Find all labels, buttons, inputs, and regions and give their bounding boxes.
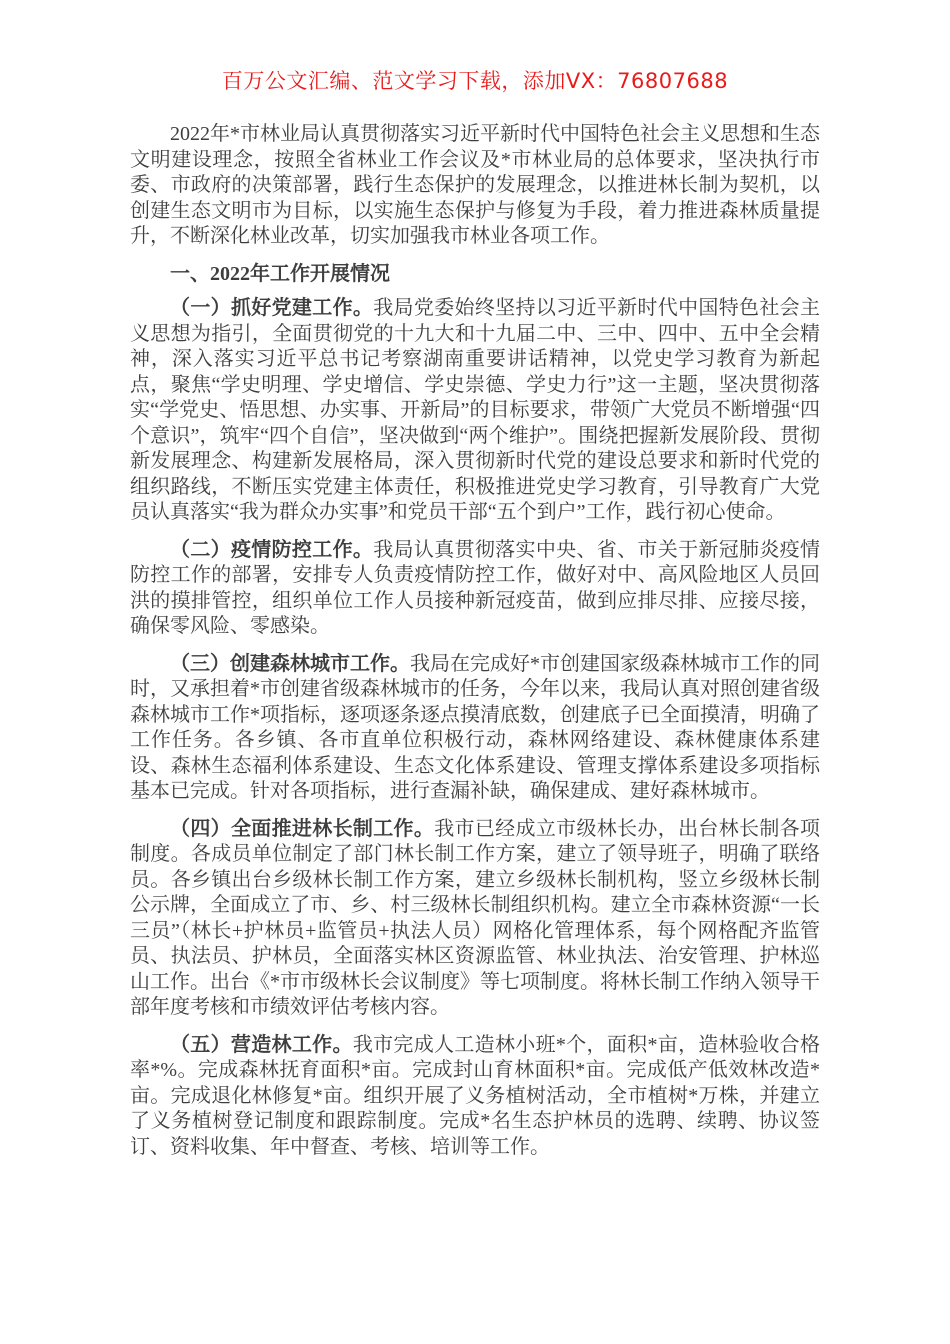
paragraph-body: 我局认真贯彻落实中央、省、市关于新冠肺炎疫情防控工作的部署，安排专人负责疫情防控工作，做好对中、高风险地区人员回洪的摸排管控，组织单位工作人员接种新冠疫苗，做到应排尽排、应接尽接，确保零风险、零感染。 xyxy=(130,538,821,637)
numbered-paragraph xyxy=(130,538,820,640)
paragraph-body: 我局党委始终坚持以习近平新时代中国特色社会主义思想为指引，全面贯彻党的十九大和十九届二中、三中、四中、五中全会精神，深入落实习近平总书记考察湖南重要讲话精神，以党史学习教育为新起点，聚焦“学史明理、学史增信、学史崇德、学史力行”这一主题，坚决贯彻落实“学党史、悟思想、办实事、开新局”的目标要求，带领广大党员不断增强“四个意识”，筑牢“四个自信”，坚决做到“两个维护”。围绕把握新发展阶段、贯彻新发展理念、构建新发展格局，深入贯彻新时代党的建设总要求和新时代党的组织路线，不断压实党建主体责任，积极推进党史学习教育，引导教育广大党员认真落实“我为群众办实事”和党员干部“五个到户”工作，践行初心使命。 xyxy=(130,297,821,523)
document-body xyxy=(130,122,820,1172)
paragraph-list xyxy=(130,296,820,1160)
numbered-paragraph xyxy=(130,817,820,1021)
paragraph-heading: （三）创建森林城市工作。 xyxy=(170,652,410,675)
numbered-paragraph xyxy=(130,1033,820,1161)
paragraph-heading: （一）抓好党建工作。 xyxy=(170,297,374,319)
section-heading: 一、2022年工作开展情况 xyxy=(170,262,390,285)
paragraph-heading: （四）全面推进林长制工作。 xyxy=(170,817,435,840)
paragraph-body: 我市完成人工造林小班*个，面积*亩，造林验收合格率*%。完成森林抚育面积*亩。完成封山育林面积*亩。完成低产低效林改造*亩。完成退化林修复*亩。组织开展了义务植树活动，全市植树*万株，并建立了义务植树登记制度和跟踪制度。完成*名生态护林员的选聘、续聘、协议签订、资料收集、年中督查、考核、培训等工作。 xyxy=(130,1033,820,1158)
ad-banner xyxy=(0,68,950,94)
paragraph-body: 我市已经成立市级林长办，出台林长制各项制度。各成员单位制定了部门林长制工作方案，建立了领导班子，明确了联络员。各乡镇出台乡级林长制工作方案，建立乡级林长制机构，竖立乡级林长制公示牌，全面成立了市、乡、村三级林长制组织机构。建立全市森林资源“一长三员”（林长+护林员+监管员+执法人员）网格化管理体系，每个网格配齐监管员、执法员、护林员，全面落实林区资源监管、林业执法、治安管理、护林巡山工作。出台《*市市级林长会议制度》等七项制度。将林长制工作纳入领导干部年度考核和市绩效评估考核内容。 xyxy=(130,817,821,1018)
numbered-paragraph xyxy=(130,652,820,805)
paragraph-body: 我局在完成好*市创建国家级森林城市工作的同时，又承担着*市创建省级森林城市的任务，今年以来，我局认真对照创建省级森林城市工作*项指标，逐项逐条逐点摸清底数，创建底子已全面摸清，明确了工作任务。各乡镇、各市直单位积极行动，森林网络建设、森林健康体系建设、森林生态福利体系建设、生态文化体系建设、管理支撑体系建设多项指标基本已完成。针对各项指标，进行查漏补缺，确保建成、建好森林城市。 xyxy=(130,652,820,802)
paragraph-heading: （五）营造林工作。 xyxy=(170,1033,353,1056)
paragraph-heading: （二）疫情防控工作。 xyxy=(170,538,374,561)
numbered-paragraph xyxy=(130,296,820,526)
ad-banner-text: 百万公文汇编、范文学习下载，添加VX：76807688 xyxy=(221,69,729,93)
intro-paragraph: 2022年*市林业局认真贯彻落实习近平新时代中国特色社会主义思想和生态文明建设理念，按照全省林业工作会议及*市林业局的总体要求，坚决执行市委、市政府的决策部署，践行生态保护的发展理念，以推进林长制为契机，以创建生态文明市为目标，以实施生态保护与修复为手段，着力推进森林质量提升，不断深化林业改革，切实加强我市林业各项工作。 xyxy=(130,123,820,247)
